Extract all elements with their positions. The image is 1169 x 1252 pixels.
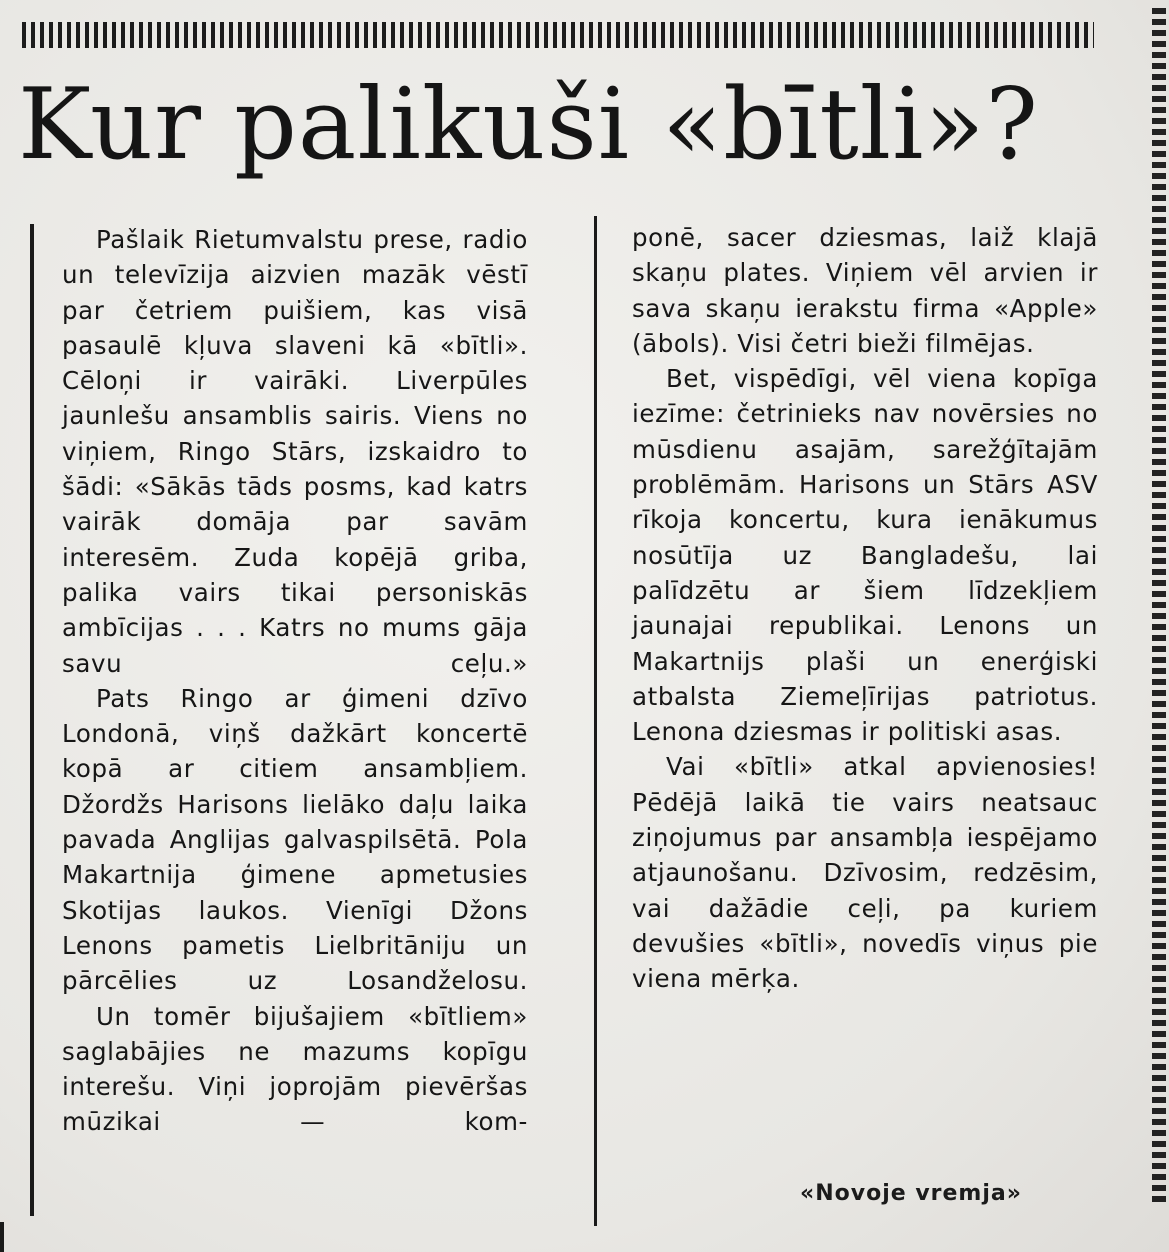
left-column [62, 222, 528, 1140]
paragraph-3: Un tomēr bijušajiem «bītliem» saglabājies ne mazums kopīgu interešu. Viņi joprojām pievēršas mūzikai — kom- [62, 1001, 528, 1137]
perforated-edge [1152, 8, 1166, 1203]
paragraph-4: ponē, sacer dziesmas, laiž klajā skaņu plates. Viņiem vēl arvien ir sava skaņu ierakstu firma «Apple» (ābols). Visi četri bieži filmējas. [632, 223, 1098, 358]
right-column [632, 220, 1098, 997]
corner-mark-icon [0, 1222, 40, 1252]
paragraph-6: Vai «bītli» atkal apvienosies! Pēdējā laikā tie vairs neatsauc ziņojumus par ansambļa iespējamo atjaunošanu. Dzīvosim, redzēsim, vai dažādie ceļi, pa kuriem devušies «bītli», novedīs viņus pie viena mērķa. [632, 752, 1098, 994]
left-column-rule [30, 224, 34, 1216]
headline: Kur palikuši «bītli»? [18, 68, 1039, 182]
source-credit: «Novoje vremja» [800, 1181, 1022, 1206]
column-divider [594, 216, 597, 1226]
paragraph-1: Pašlaik Rietumvalstu prese, radio un televīzija aizvien mazāk vēstī par četriem puišiem, kas visā pasaulē kļuva slaveni kā «bītli». Cēloņi ir vairāki. Liverpūles jaunlešu ansamblis sairis. Viens no viņiem, Ringo Stārs, izskaidro to šādi: «Sākās tāds posms, kad katrs vairāk domāja par savām interesēm. Zuda kopējā griba, palika vairs tikai personiskās ambīcijas . . . Katrs no mums gāja savu ceļu.» [62, 225, 528, 678]
paragraph-5: Bet, vispēdīgi, vēl viena kopīga iezīme: četrinieks nav novērsies no mūsdienu asajām, sarežģītajām problēmām. Harisons un Stārs ASV rīkoja koncertu, kura ienākumus nosūtīja uz Bangladešu, lai palīdzētu ar šiem līdzekļiem jaunajai republikai. Lenons un Makartnijs plaši un enerģiski atbalsta Ziemeļīrijas patriotus. Lenona dziesmas ir politiski asas. [632, 364, 1098, 747]
paragraph-2: Pats Ringo ar ģimeni dzīvo Londonā, viņš dažkārt koncertē kopā ar citiem ansambļiem. Džordžs Harisons lielāko daļu laika pavada Anglijas galvaspilsētā. Pola Makartnija ģimene apmetusies Skotijas laukos. Vienīgi Džons Lenons pametis Lielbritāniju un pārcēlies uz Losandželosu. [62, 683, 528, 996]
top-ruled-border [22, 22, 1094, 48]
